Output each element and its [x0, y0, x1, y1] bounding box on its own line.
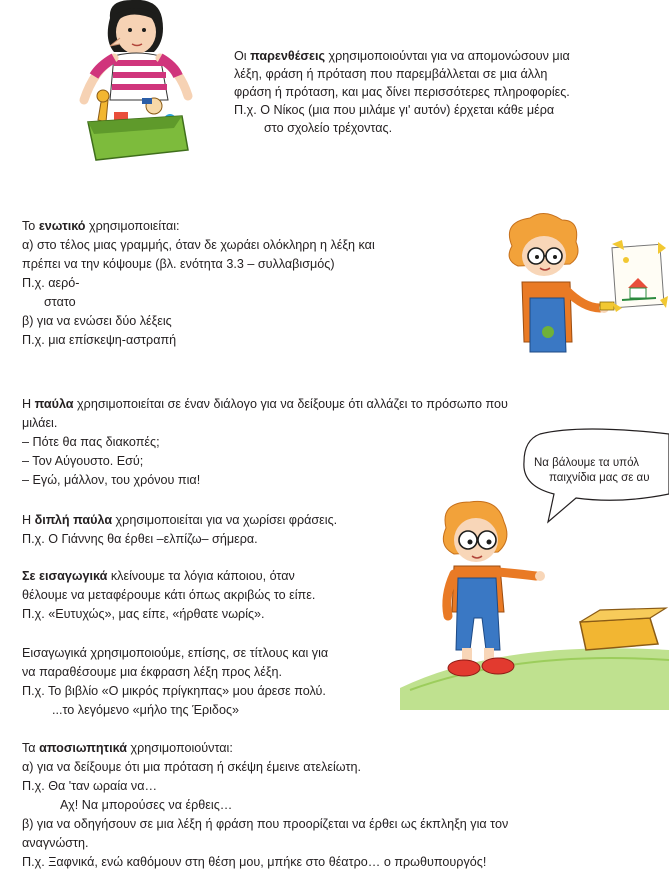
girl-with-toybox-illustration	[70, 0, 220, 175]
double-dash-keyword: διπλή παύλα	[34, 513, 113, 527]
double-dash-line-1	[22, 512, 337, 529]
dash-line-1	[22, 396, 508, 413]
double-dash-example: Π.χ. Ο Γιάννης θα έρθει –ελπίζω– σήμερα.	[22, 532, 258, 546]
ellipsis-line-1	[22, 740, 233, 757]
parentheses-example-cont: στο σχολείο τρέχοντας.	[264, 121, 393, 135]
hyphen-line-6: β) για να ενώσει δύο λέξεις	[22, 314, 172, 328]
ellipsis-example-3: Π.χ. Ξαφνικά, ενώ καθόμουν στη θέση μου, μπήκε στο θέατρο… ο πρωθυπουργός!	[22, 855, 487, 869]
dialogue-line-2: – Τον Αύγουστο. Εσύ;	[22, 454, 144, 468]
parentheses-line-1	[234, 48, 570, 65]
boy-with-picture-illustration	[500, 212, 669, 377]
dialogue-line-3: – Εγώ, μάλλον, του χρόνου πια!	[22, 473, 201, 487]
text: Η	[22, 513, 35, 527]
dash-line-2: μιλάει.	[22, 416, 58, 430]
text: χρησιμοποιείται:	[85, 219, 180, 233]
quotes-line-5: να παραθέσουμε μια έκφραση λέξη προς λέξη.	[22, 665, 282, 679]
text: κλείνουμε τα λόγια κάποιου, όταν	[107, 569, 295, 583]
text: χρησιμοποιείται σε έναν διάλογο για να δείξουμε ότι αλλάζει το πρόσωπο που	[73, 397, 508, 411]
hyphen-keyword: ενωτικό	[38, 219, 86, 233]
parentheses-line-3: φράση ή πρόταση, και μας δίνει περισσότερες πληροφορίες.	[234, 85, 570, 99]
speech-bubble-line-1: Να βάλουμε τα υπόλ	[534, 457, 639, 469]
text: χρησιμοποιείται για να χωρίσει φράσεις.	[112, 513, 338, 527]
parentheses-example: Π.χ. Ο Νίκος (μια που μιλάμε γι' αυτόν) έρχεται κάθε μέρα	[234, 103, 555, 117]
text: χρησιμοποιούνται για να απομονώσουν μια	[325, 49, 570, 63]
quotes-line-4: Εισαγωγικά χρησιμοποιούμε, επίσης, σε τίτλους και για	[22, 646, 329, 660]
text: Οι	[234, 49, 251, 63]
ellipsis-example-1: Π.χ. Θα 'ταν ωραία να…	[22, 779, 158, 793]
quotes-line-2: θέλουμε να μεταφέρουμε κάτι όπως ακριβώς το είπε.	[22, 588, 316, 602]
boy-pointing-at-box-illustration	[400, 500, 669, 710]
quotes-example-2: Π.χ. Το βιβλίο «Ο μικρός πρίγκηπας» μου άρεσε πολύ.	[22, 684, 326, 698]
ellipsis-keyword: αποσιωπητικά	[39, 741, 128, 755]
ellipsis-line-5: β) για να οδηγήσουν σε μια λέξη ή φράση που προορίζεται να έρθει ως έκπληξη για τον	[22, 817, 509, 831]
text: Τα	[22, 741, 40, 755]
dialogue-line-1: – Πότε θα πας διακοπές;	[22, 435, 160, 449]
hyphen-line-1	[22, 218, 180, 235]
parentheses-keyword: παρενθέσεις	[250, 49, 326, 63]
hyphen-example-2: Π.χ. μια επίσκεψη-αστραπή	[22, 333, 177, 347]
quotes-example-1: Π.χ. «Ευτυχώς», μας είπε, «ήρθατε νωρίς».	[22, 607, 265, 621]
ellipsis-line-6: αναγνώστη.	[22, 836, 89, 850]
quotes-keyword: Σε εισαγωγικά	[22, 569, 108, 583]
hyphen-example-1: Π.χ. αερό-	[22, 276, 80, 290]
text: χρησιμοποιούνται:	[127, 741, 233, 755]
text: Το	[22, 219, 39, 233]
text: Η	[22, 397, 35, 411]
quotes-example-3: ...το λεγόμενο «μήλο της Έριδος»	[52, 703, 240, 717]
quotes-line-1	[22, 568, 295, 585]
hyphen-line-2: α) στο τέλος μιας γραμμής, όταν δε χωράει ολόκληρη η λέξη και	[22, 238, 375, 252]
ellipsis-example-2: Αχ! Να μπορούσες να έρθεις…	[60, 798, 233, 812]
hyphen-example-1-cont: στατο	[44, 295, 76, 309]
dash-keyword: παύλα	[34, 397, 74, 411]
parentheses-line-2: λέξη, φράση ή πρόταση που παρεμβάλλεται σε μια άλλη	[234, 67, 548, 81]
speech-bubble-line-2: παιχνίδια μας σε αυ	[549, 472, 650, 484]
ellipsis-line-2: α) για να δείξουμε ότι μια πρόταση ή σκέψη έμεινε ατελείωτη.	[22, 760, 361, 774]
hyphen-line-3: πρέπει να την κόψουμε (βλ. ενότητα 3.3 – συλλαβισμός)	[22, 257, 335, 271]
